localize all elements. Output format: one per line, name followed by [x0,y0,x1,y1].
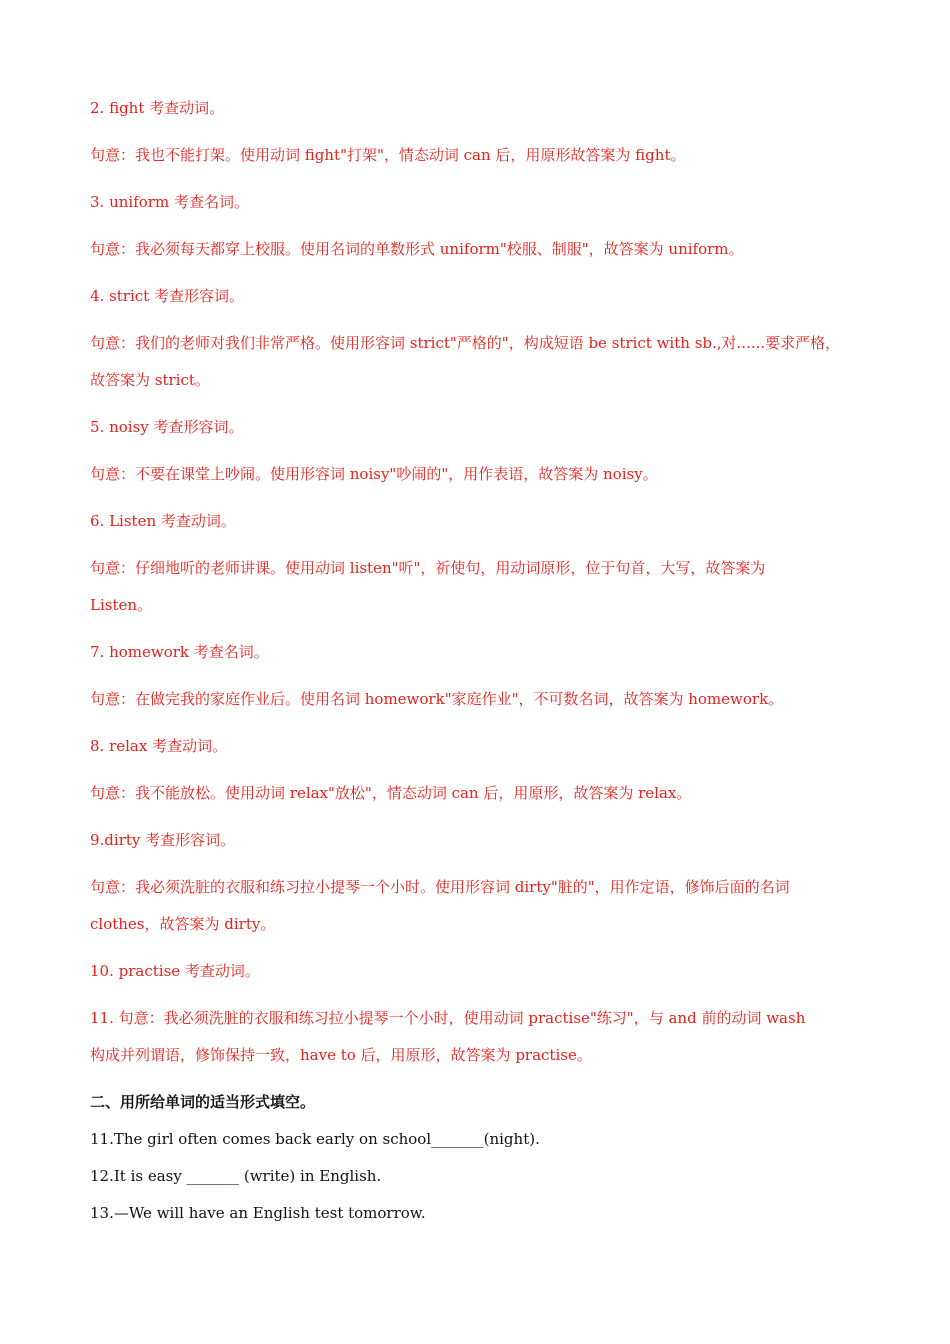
item-explanation: clothes，故答案为 dirty。 [90,915,276,933]
item-heading: 2. fight 考查动词。 [90,99,225,117]
item-heading: 5. noisy 考查形容词。 [90,418,244,436]
item-explanation: 句意：不要在课堂上吵闹。使用形容词 noisy"吵闹的"，用作表语，故答案为 noisy。 [90,465,658,483]
section-title: 二、用所给单词的适当形式填空。 [90,1093,316,1111]
item-heading: 6. Listen 考查动词。 [90,512,236,530]
item-explanation: 故答案为 strict。 [90,371,210,389]
item-heading: 4. strict 考查形容词。 [90,287,244,305]
item-explanation: 句意：我必须洗脏的衣服和练习拉小提琴一个小时。使用形容词 dirty"脏的"，用作定语，修饰后面的名词 [90,878,790,896]
item-explanation: 句意：我不能放松。使用动词 relax"放松"，情态动词 can 后，用原形，故答案为 relax。 [90,784,692,802]
item-explanation: 11. 句意：我必须洗脏的衣服和练习拉小提琴一个小时，使用动词 practise"练习"，与 and 前的动词 wash [90,1009,806,1027]
question-line: 12.It is easy _______ (write) in English. [90,1167,382,1185]
item-explanation: 构成并列谓语，修饰保持一致，have to 后，用原形，故答案为 practise。 [90,1046,592,1064]
item-explanation: 句意：仔细地听的老师讲课。使用动词 listen"听"，祈使句，用动词原形，位于句首，大写，故答案为 [90,559,766,577]
item-explanation: 句意：我也不能打架。使用动词 fight"打架"，情态动词 can 后，用原形故答案为 fight。 [90,146,686,164]
item-heading: 3. uniform 考查名词。 [90,193,249,211]
answer-content [90,96,870,1225]
item-explanation: Listen。 [90,596,153,614]
item-heading: 7. homework 考查名词。 [90,643,269,661]
item-heading: 10. practise 考查动词。 [90,962,260,980]
item-explanation: 句意：在做完我的家庭作业后。使用名词 homework"家庭作业"，不可数名词，故答案为 homework。 [90,690,784,708]
item-heading: 9.dirty 考查形容词。 [90,831,236,849]
item-heading: 8. relax 考查动词。 [90,737,228,755]
question-line: 11.The girl often comes back early on school_______(night). [90,1130,540,1148]
item-explanation: 句意：我们的老师对我们非常严格。使用形容词 strict"严格的"，构成短语 be strict with sb.,对......要求严格， [90,334,841,352]
item-explanation: 句意：我必须每天都穿上校服。使用名词的单数形式 uniform"校服、制服"，故答案为 uniform。 [90,240,744,258]
question-line: 13.—We will have an English test tomorrow. [90,1204,426,1222]
